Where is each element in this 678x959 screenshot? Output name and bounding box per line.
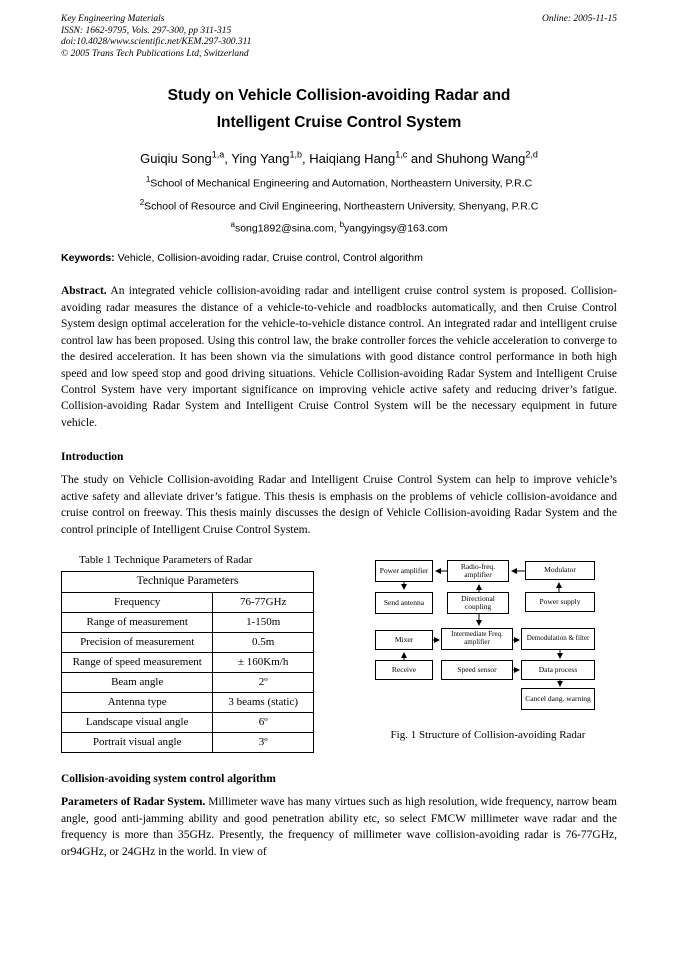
issn-line: ISSN: 1662-9795, Vols. 297-300, pp 311-315: [61, 25, 232, 36]
diagram-box-receive: Receive: [375, 660, 433, 680]
diagram-box-power-amplifier: Power amplifier: [375, 560, 433, 582]
param-value: 3º: [213, 733, 314, 753]
param-value: 2º: [213, 673, 314, 693]
diagram-box-send-antenna: Send antenna: [375, 592, 433, 614]
introduction-heading: Introduction: [61, 451, 124, 464]
param-value: ± 160Km/h: [213, 653, 314, 673]
keywords-text: Vehicle, Collision-avoiding radar, Cruise control, Control algorithm: [114, 252, 423, 265]
table-row: [62, 693, 314, 713]
table-row: [62, 612, 314, 632]
affiliation-1-text: School of Mechanical Engineering and Automation, Northeastern University, P.R.C: [150, 177, 533, 190]
paper-title: [61, 82, 617, 136]
table-row: [62, 733, 314, 753]
radar-parameters-paragraph: [61, 794, 617, 860]
diagram-box-speed-sensor: Speed sensor: [441, 660, 513, 680]
radar-structure-diagram: [373, 558, 599, 713]
introduction-paragraph: The study on Vehicle Collision-avoiding Radar and Intelligent Cruise Control System can help to improve vehicle’s active safety and alleviate driver’s fatigue. This thesis is emphasis on the problems of vehicle collision-avoidance and cruise control on freeway. This thesis mainly discusses the design of Vehicle Collision-avoiding Radar System and the control principle of Intelligent Cruise Control System.: [61, 474, 617, 536]
param-name: Range of measurement: [62, 612, 213, 632]
diagram-box-intermediate-freq-amplifier: Intermediate Freq. amplifier: [441, 628, 513, 650]
doi-line: doi:10.4028/www.scientific.net/KEM.297-300.311: [61, 37, 252, 48]
diagram-box-data-process: Data process: [521, 660, 595, 680]
radar-parameters-label: Parameters of Radar System.: [61, 796, 206, 809]
table-row: [62, 592, 314, 612]
diagram-box-cancel-danger-warning: Cancel dang. warning: [521, 688, 595, 710]
email-a: song1892@sina.com,: [234, 222, 337, 235]
keywords-label: Keywords:: [61, 252, 115, 265]
param-name: Antenna type: [62, 693, 213, 713]
keywords-line: [61, 252, 617, 264]
table-row: [62, 713, 314, 733]
abstract-text: An integrated vehicle collision-avoiding radar and intelligent cruise control system is proposed. Collision-avoiding radar measures the distance of a vehicle-to-vehicle and roadblocks automatically, and then Cruise Control System design optimal acceleration for the vehicle-to-vehicle distance control. An integrated radar and intelligent cruise control law has been proposed. Using this control law, the brake controller forces the vehicle acceleration to converge to the desired acceleration. It has been shown via the simulations with good distance control performance in both high speed and low speed stop and good driving situations. Vehicle Collision-avoiding Radar System and Intelligent Cruise Control System have very important significance on improving vehicle active safety and reducing driver’s fatigue. Collision-avoiding Radar System and Intelligent Cruise Control System will be the necessary equipment in future vehicle.: [61, 285, 617, 429]
section-heading-control-algorithm: Collision-avoiding system control algorithm: [61, 773, 276, 786]
param-value: 3 beams (static): [213, 693, 314, 713]
param-value: 6º: [213, 713, 314, 733]
param-value: 0.5m: [213, 632, 314, 652]
abstract-paragraph: [61, 283, 617, 431]
online-date: Online: 2005-11-15: [541, 14, 617, 24]
authors-line: [61, 150, 617, 166]
diagram-box-directional-coupling: Directional coupling: [447, 592, 509, 614]
param-name: Range of speed measurement: [62, 653, 213, 673]
table-column: [61, 554, 337, 753]
author-1-sup: 1,a: [211, 149, 225, 160]
table-row: [62, 673, 314, 693]
author-3-sup: 1,c: [395, 149, 408, 160]
email-a-sup: a: [230, 219, 235, 229]
param-name: Frequency: [62, 592, 213, 612]
author-3-name: , Haiqiang Hang: [302, 150, 396, 166]
radar-parameters-table: [61, 571, 314, 753]
figure-column: [373, 554, 603, 753]
title-line1: Study on Vehicle Collision-avoiding Radar and: [167, 87, 511, 105]
author-4-sup: 2,d: [525, 149, 538, 160]
journal-header: [61, 14, 617, 60]
diagram-box-radio-freq-amplifier: Radio-freq. amplifier: [447, 560, 509, 582]
diagram-box-demodulation-filter: Demodulation & filter: [521, 628, 595, 650]
diagram-box-mixer: Mixer: [375, 630, 433, 650]
affiliation-1: [61, 175, 617, 190]
radar-parameters-text: Millimeter wave has many virtues such as high resolution, wide frequency, narrow beam angle, good anti-jamming ability and good penetration ability etc, so select FMCW millimeter wave radar and the frequency is more than 35GHz. Presently, the frequency of millimeter wave collision-avoiding radar is 76-77GHz, or94GHz, or 24GHz in the world. In view of: [61, 796, 618, 858]
table-row: [62, 632, 314, 652]
author-2: [224, 151, 302, 166]
param-name: Landscape visual angle: [62, 713, 213, 733]
copyright-line: © 2005 Trans Tech Publications Ltd, Switzerland: [61, 48, 249, 59]
abstract-label: Abstract.: [61, 285, 107, 298]
emails-line: [61, 220, 617, 235]
affiliation-2-text: School of Resource and Civil Engineering, Northeastern University, Shenyang, P.R.C: [144, 200, 539, 213]
affiliation-1-sup: 1: [145, 174, 151, 184]
author-3: [302, 151, 407, 166]
author-4-name: and Shuhong Wang: [407, 150, 526, 166]
author-4: [407, 151, 538, 166]
param-value: 76-77GHz: [213, 592, 314, 612]
title-line2: Intelligent Cruise Control System: [216, 114, 462, 132]
table-figure-row: [61, 554, 617, 753]
diagram-box-power-supply: Power supply: [525, 592, 595, 612]
table-caption: Table 1 Technique Parameters of Radar: [79, 554, 253, 567]
email-b: yangyingsy@163.com: [344, 222, 448, 235]
table-header-row: [62, 572, 314, 593]
figure-caption: Fig. 1 Structure of Collision-avoiding Radar: [390, 729, 586, 742]
table-header-cell: Technique Parameters: [62, 572, 314, 593]
author-1: [140, 151, 224, 166]
param-value: 1-150m: [213, 612, 314, 632]
author-1-name: Guiqiu Song: [140, 150, 212, 166]
param-name: Portrait visual angle: [62, 733, 213, 753]
affiliation-2: [61, 198, 617, 213]
author-2-sup: 1,b: [289, 149, 303, 160]
journal-name: Key Engineering Materials: [61, 14, 165, 24]
email-b-sup: b: [339, 219, 345, 229]
diagram-box-modulator: Modulator: [525, 561, 595, 580]
table-row: [62, 653, 314, 673]
journal-header-left: [61, 14, 251, 60]
param-name: Beam angle: [62, 673, 213, 693]
affiliation-2-sup: 2: [139, 198, 145, 208]
author-2-name: , Ying Yang: [224, 150, 290, 166]
param-name: Precision of measurement: [62, 632, 213, 652]
